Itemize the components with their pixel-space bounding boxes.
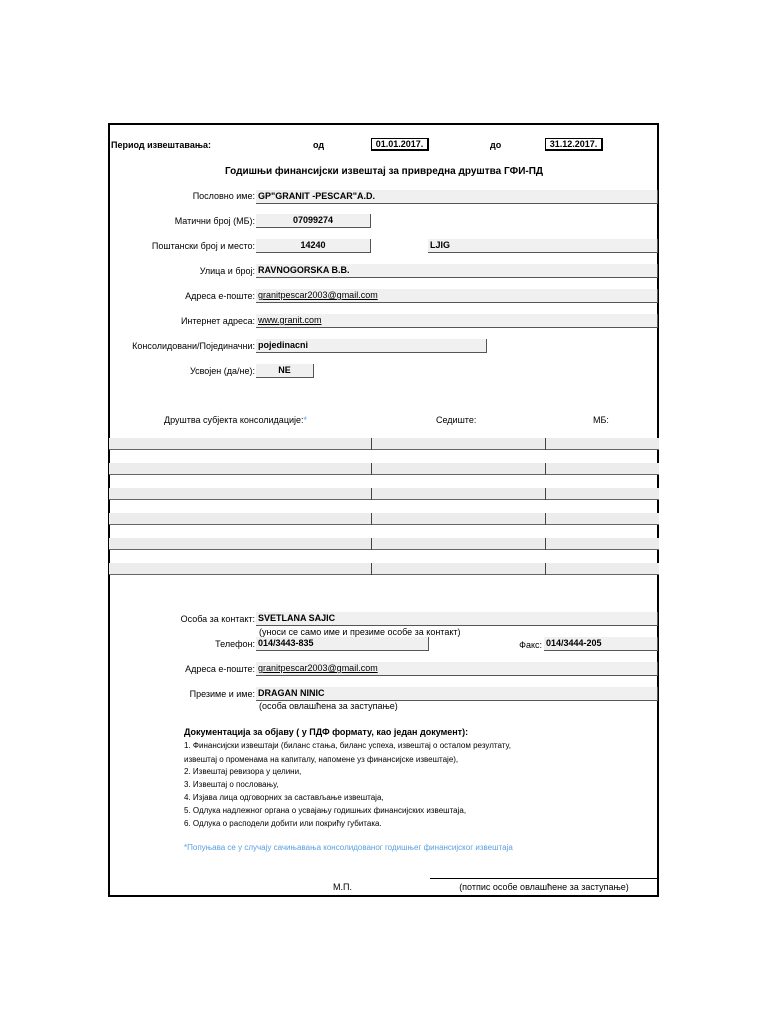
docs-line: 3. Извештај о пословању, <box>184 780 279 789</box>
postal-label: Поштански број и место: <box>151 241 255 251</box>
contact-email-label: Адреса е-поште: <box>185 664 255 674</box>
adopted-label: Усвојен (да/не): <box>189 366 255 376</box>
representative-field[interactable]: DRAGAN NINIC <box>256 687 658 701</box>
docs-line: 1. Финансијски извештаји (биланс стања, биланс успеха, извештај о осталом резултату, <box>184 741 511 750</box>
signature-label: (потпис особе овлашћене за заступање) <box>459 882 629 892</box>
table-row[interactable] <box>109 438 659 450</box>
mb-header: МБ: <box>593 415 609 425</box>
fax-label: Факс: <box>519 640 542 650</box>
signature-line <box>430 878 658 879</box>
company-email-label: Адреса е-поште: <box>185 291 255 301</box>
from-label: од <box>313 140 325 150</box>
stamp-label: М.П. <box>333 882 352 892</box>
phone-label: Телефон: <box>215 639 255 649</box>
consolidation-entities-label: Друштва субјекта консолидације:* <box>164 415 308 425</box>
consolidated-field[interactable]: pojedinacni <box>256 339 487 353</box>
period-label: Период извештавања: <box>111 140 212 150</box>
docs-line: извештај о променама на капиталу, напомене уз финансијске извештаје), <box>184 755 459 764</box>
docs-line: 5. Одлука надлежног органа о усвајању годишњих финансијских извештаја, <box>184 806 467 815</box>
docs-line: 6. Одлука о расподели добити или покрићу губитака. <box>184 819 382 828</box>
docs-line: 4. Изјава лица одговорних за састављање извештаја, <box>184 793 384 802</box>
representative-note: (особа овлашћена за заступање) <box>259 701 398 711</box>
table-row[interactable] <box>109 463 659 475</box>
to-date-field[interactable]: 31.12.2017. <box>545 138 603 151</box>
street-field[interactable]: RAVNOGORSKA B.B. <box>256 264 658 278</box>
fax-field[interactable]: 014/3444-205 <box>544 637 658 651</box>
web-field[interactable]: www.granit.com <box>256 314 658 328</box>
table-row[interactable] <box>109 513 659 525</box>
company-name-label: Пословно име: <box>192 191 255 201</box>
contact-email-field[interactable]: granitpescar2003@gmail.com <box>256 662 658 676</box>
representative-label: Презиме и име: <box>189 689 255 699</box>
mb-field[interactable]: 07099274 <box>256 214 371 228</box>
street-label: Улица и број: <box>199 266 255 276</box>
table-row[interactable] <box>109 488 659 500</box>
consolidated-label: Консолидовани/Појединачни: <box>132 341 255 351</box>
phone-field[interactable]: 014/3443-835 <box>256 637 429 651</box>
contact-person-field[interactable]: SVETLANA SAJIC <box>256 612 658 626</box>
company-email-field[interactable]: granitpescar2003@gmail.com <box>256 289 658 303</box>
table-row[interactable] <box>109 538 659 550</box>
seat-header: Седиште: <box>436 415 477 425</box>
page-title: Годишњи финансијски извештај за привредна друштва ГФИ-ПД <box>224 166 544 177</box>
docs-line: 2. Извештај ревизора у целини, <box>184 767 302 776</box>
consolidation-footnote: *Попуњава се у случају сачињавања консолидованог годишњег финансијског извештаја <box>184 843 513 852</box>
postal-code-field[interactable]: 14240 <box>256 239 371 253</box>
web-label: Интернет адреса: <box>180 316 255 326</box>
to-label: до <box>490 140 502 150</box>
adopted-field[interactable]: NE <box>256 364 314 378</box>
table-row[interactable] <box>109 563 659 575</box>
contact-person-label: Особа за контакт: <box>180 614 255 624</box>
docs-title: Документација за објаву ( у ПДФ формату, као један документ): <box>184 727 469 737</box>
company-name-field[interactable]: GP"GRANIT -PESCAR"A.D. <box>256 190 658 204</box>
from-date-field[interactable]: 01.01.2017. <box>371 138 429 151</box>
contact-person-note: (уноси се само име и презиме особе за контакт) <box>259 627 461 637</box>
place-field[interactable]: LJIG <box>428 239 658 253</box>
mb-label: Матични број (МБ): <box>174 216 255 226</box>
